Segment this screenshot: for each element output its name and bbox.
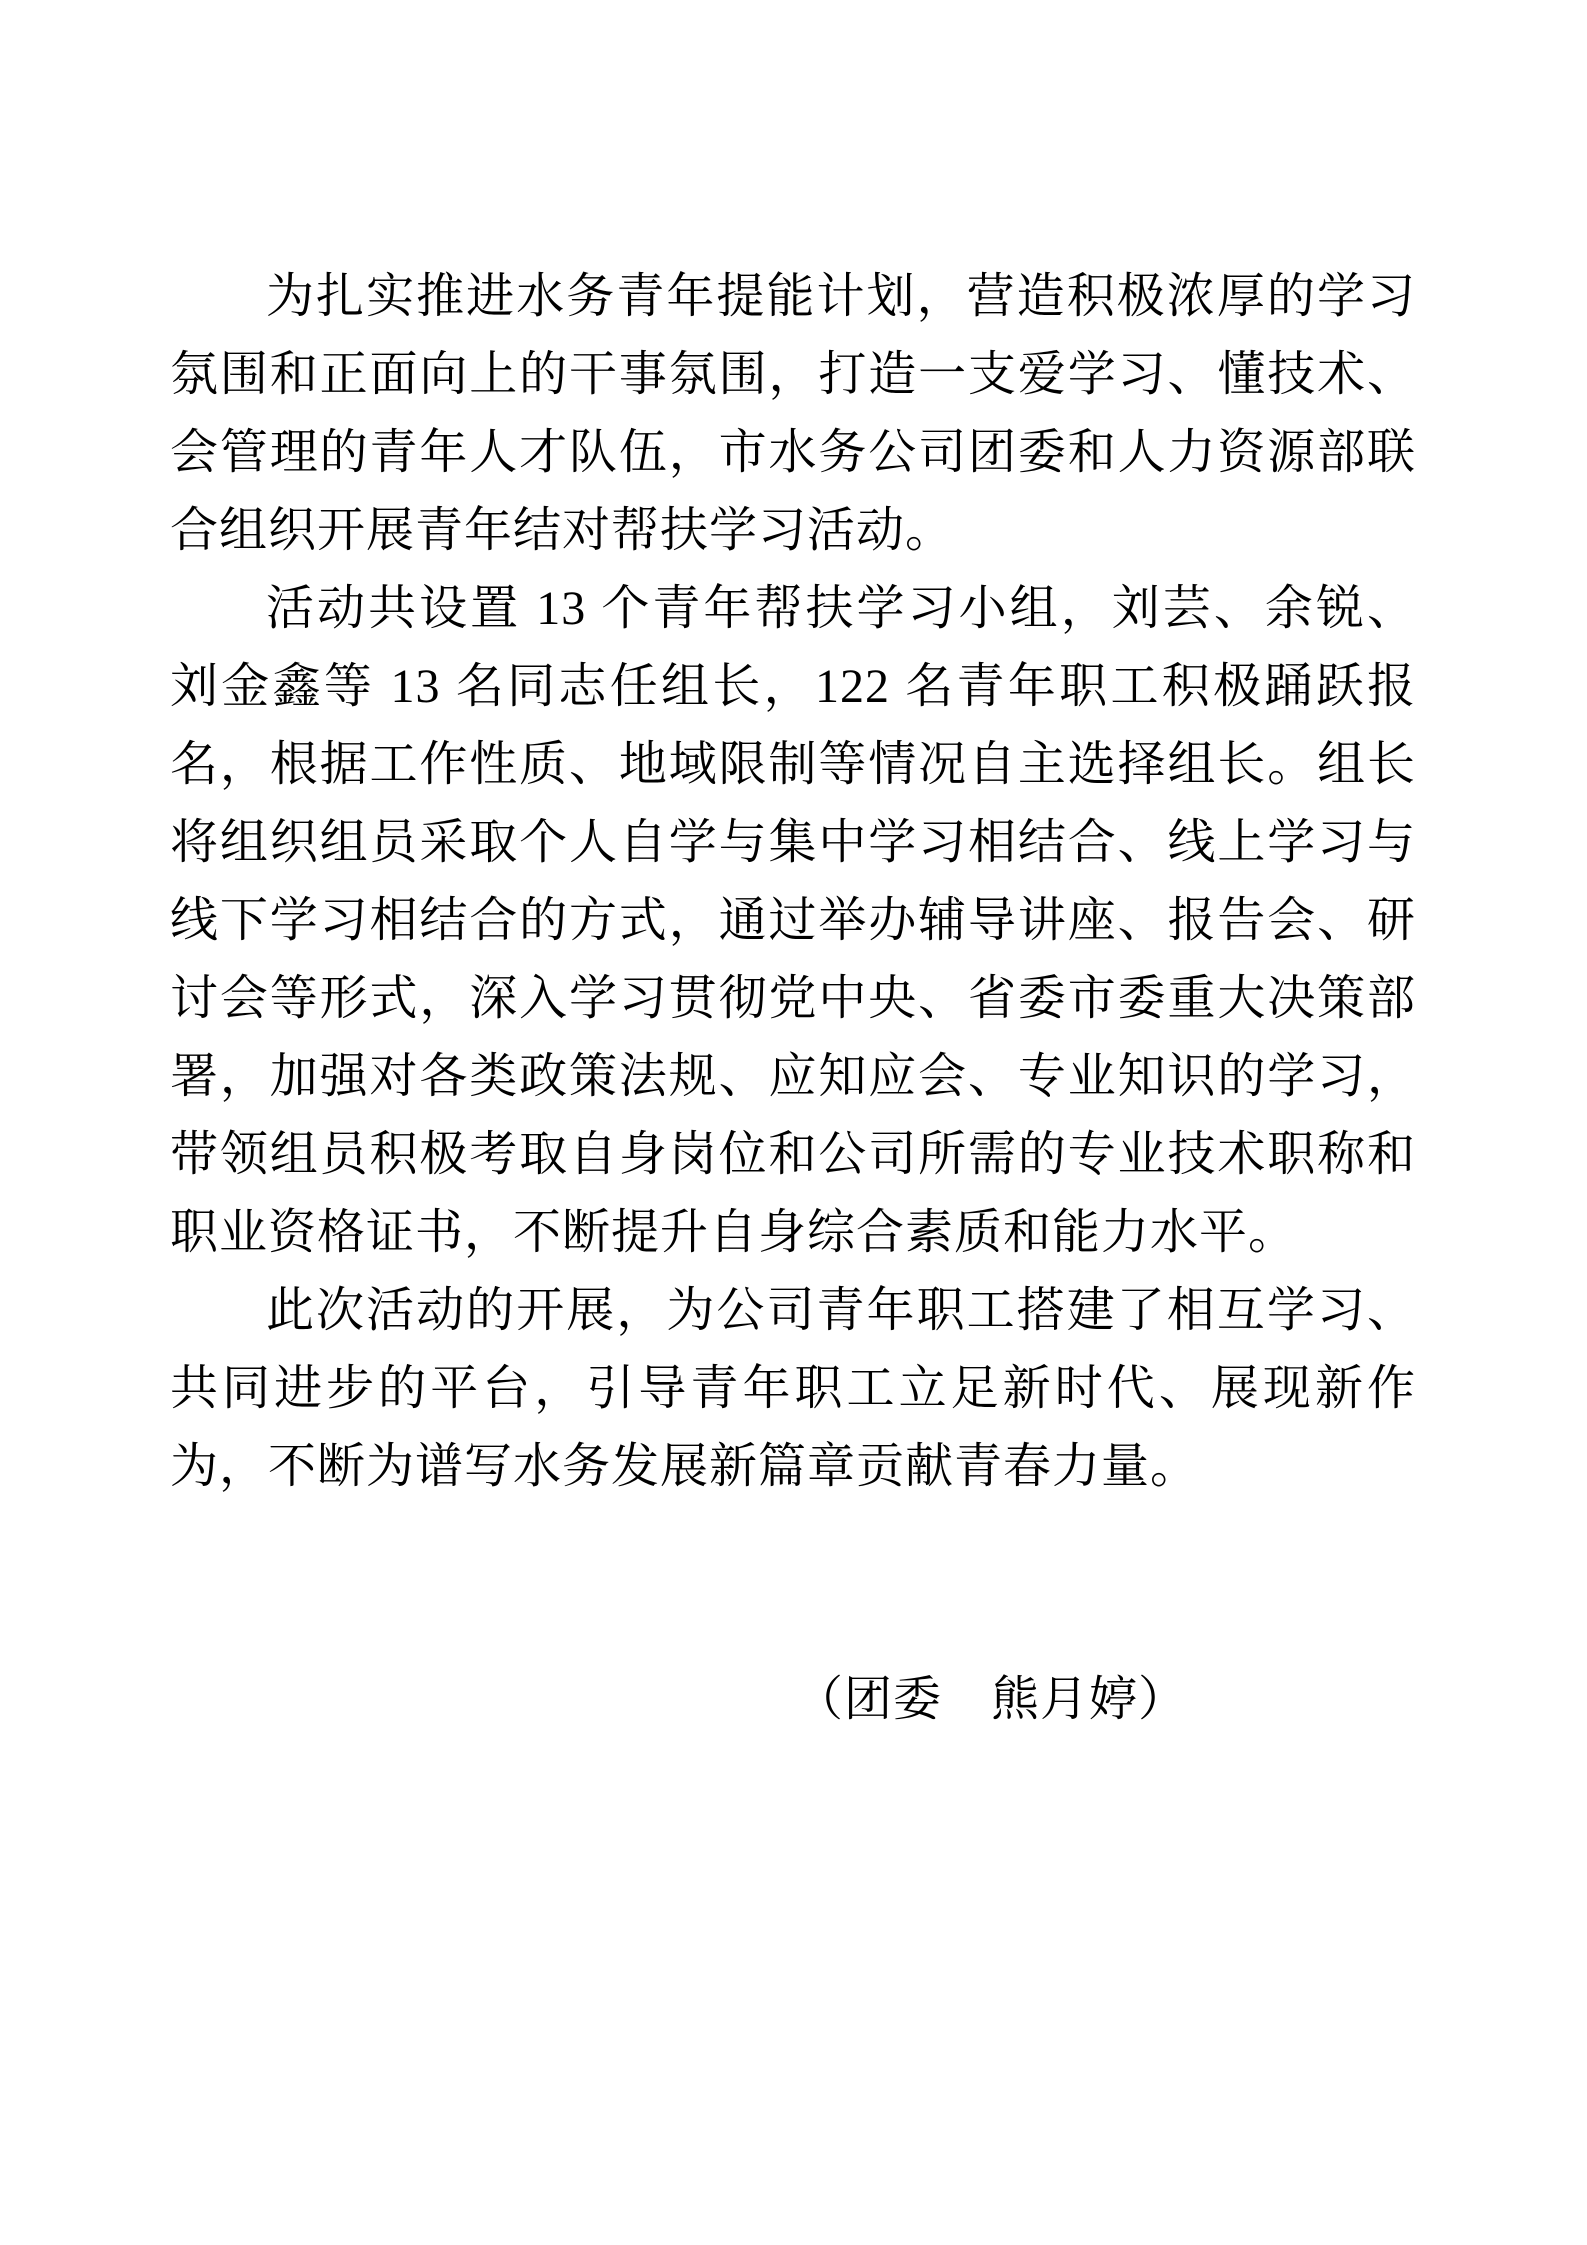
- paragraph-conclusion: 此次活动的开展，为公司青年职工搭建了相互学习、共同进步的平台，引导青年职工立足新时代、展现新作为，不断为谱写水务发展新篇章贡献青春力量。: [170, 1284, 1416, 1493]
- paragraph-activity-details: 活动共设置 13 个青年帮扶学习小组，刘芸、余锐、刘金鑫等 13 名同志任组长，122 名青年职工积极踊跃报名，根据工作性质、地域限制等情况自主选择组长。组长将组织组员采取个人自学与集中学习相结合、线上学习与线下学习相结合的方式，通过举办辅导讲座、报告会、研讨会等形式，深入学习贯彻党中央、省委市委重大决策部署，加强对各类政策法规、应知应会、专业知识的学习，带领组员积极考取自身岗位和公司所需的专业技术职称和职业资格证书，不断提升自身综合素质和能力水平。: [170, 582, 1416, 1259]
- document-page: [170, 258, 1416, 1739]
- paragraph-intro: 为扎实推进水务青年提能计划，营造积极浓厚的学习氛围和正面向上的干事氛围，打造一支爱学习、懂技术、会管理的青年人才队伍，市水务公司团委和人力资源部联合组织开展青年结对帮扶学习活动。: [170, 270, 1416, 557]
- signature-line: （团委 熊月婷）: [794, 1673, 1187, 1726]
